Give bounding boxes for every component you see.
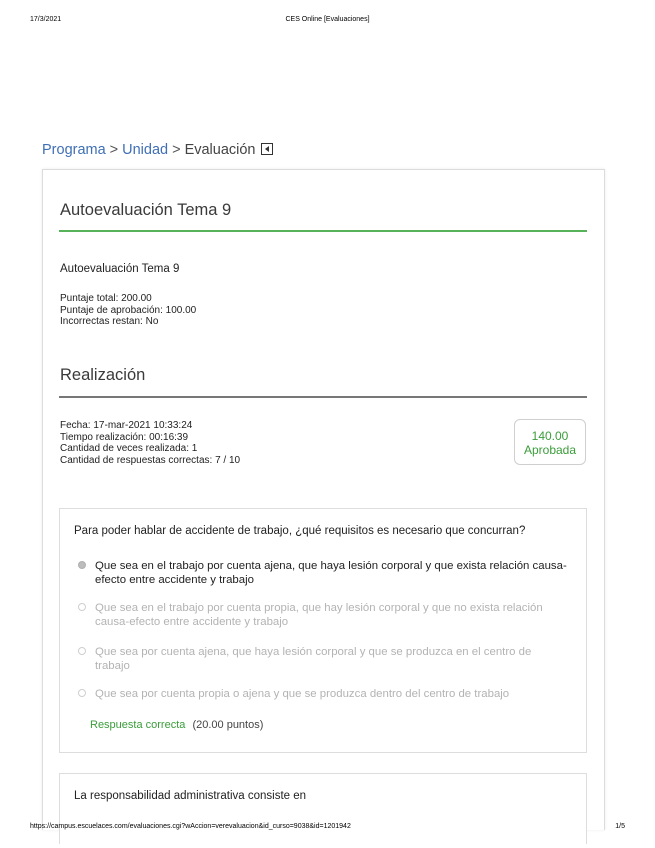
question-text: Para poder hablar de accidente de trabajo, ¿qué requisitos es necesario que concurran? [74,525,526,537]
incorrectas-row: Incorrectas restan: No [60,316,159,328]
print-page-number: 1/5 [615,823,625,830]
feedback-status: Respuesta correcta [90,719,186,731]
correctas-value: 7 / 10 [215,454,241,466]
score-value: 140.00 [531,429,569,443]
exam-name: Autoevaluación Tema 9 [60,263,180,275]
print-header [30,16,625,28]
back-icon[interactable] [261,143,273,155]
realizacion-details [60,420,240,466]
realizacion-heading: Realización [60,366,146,384]
radio-icon[interactable] [78,603,86,611]
fecha-row: Fecha: 17-mar-2021 10:33:24 [60,420,193,431]
veces-row: Cantidad de veces realizada: 1 [60,443,198,455]
score-badge [514,419,586,465]
print-date: 17/3/2021 [30,16,62,23]
breadcrumb-programa-link[interactable]: Programa [42,142,106,158]
print-url: https://campus.escuelaces.com/evaluaciones.cgi?wAccion=verevaluacion&id_curso=9038&id=1201942 [30,823,351,830]
answer-option[interactable] [78,601,568,629]
print-footer [30,823,625,835]
breadcrumb-separator: > [109,142,119,158]
question-text: La responsabilidad administrativa consiste en [74,790,307,802]
evaluation-card [42,169,605,830]
radio-icon[interactable] [78,689,86,697]
feedback-points: (20.00 puntos) [192,719,264,731]
evaluation-details [60,293,196,328]
answer-option-text: Que sea por cuenta ajena, que haya lesión corporal y que se produzca en el centro de trabajo [95,646,532,672]
fecha-value: 17-mar-2021 10:33:24 [93,420,193,431]
answer-option[interactable] [78,559,568,587]
answer-option[interactable] [78,687,568,701]
radio-icon[interactable] [78,647,86,655]
puntaje-total-value: 200.00 [121,293,152,304]
veces-value: 1 [191,443,198,455]
print-page-title: CES Online [Evaluaciones] [285,16,370,23]
radio-selected-icon[interactable] [78,561,86,569]
correctas-row: Cantidad de respuestas correctas: 7 / 10 [60,454,241,466]
tiempo-value: 00:16:39 [149,431,189,443]
incorrectas-value: No [145,316,159,328]
puntaje-total-row: Puntaje total: 200.00 [60,293,152,304]
breadcrumb-current: Evaluación [184,142,256,158]
answer-option-text: Que sea por cuenta propia o ajena y que se produzca dentro del centro de trabajo [95,688,510,700]
answer-feedback [90,719,263,731]
tiempo-row: Tiempo realización: 00:16:39 [60,431,189,443]
answer-option-text: Que sea en el trabajo por cuenta ajena, que haya lesión corporal y que exista relación causa-efecto entre accidente y trabajo [95,560,567,586]
heading-divider [59,230,587,232]
realizacion-divider [59,396,587,398]
breadcrumb [42,142,273,158]
puntaje-aprobacion-value: 100.00 [165,304,197,316]
question-card [59,508,587,753]
puntaje-aprobacion-row: Puntaje de aprobación: 100.00 [60,304,197,316]
answer-option-text: Que sea en el trabajo por cuenta propia, que hay lesión corporal y que no exista relación causa-efecto entre accidente y trabajo [95,602,543,628]
answer-option[interactable] [78,645,568,673]
breadcrumb-separator: > [172,142,181,158]
status-badge: Aprobada [523,443,577,457]
breadcrumb-unidad-link[interactable]: Unidad [122,142,169,158]
evaluation-heading: Autoevaluación Tema 9 [60,201,232,219]
